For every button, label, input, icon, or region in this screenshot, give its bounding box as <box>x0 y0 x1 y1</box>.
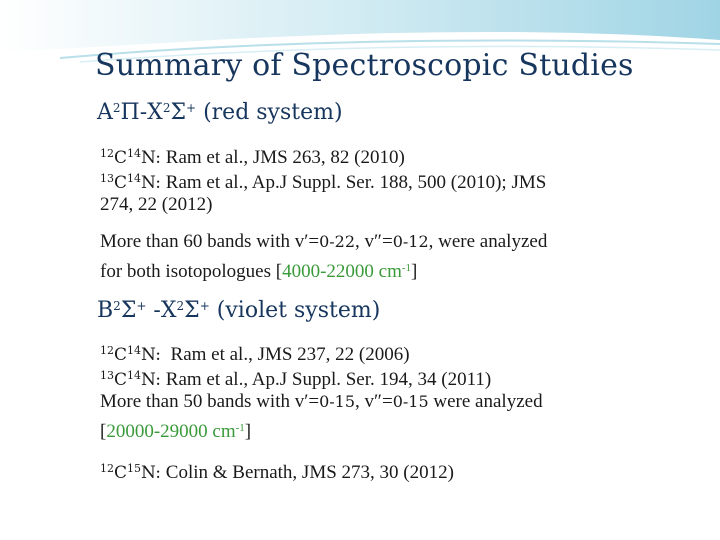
violet-bands-line2: [20000-29000 $cm^{-1}$] <box>100 421 252 442</box>
isotope-label: $^{12}C^{15}N$: <box>100 462 162 483</box>
red-ref-continuation: 274, 22 (2012) <box>100 194 213 215</box>
violet-bands-line1: More than 50 bands with v′=0-15, v″=0-15 were analyzed <box>100 391 543 412</box>
red-ref-13c14n: $^{13}C^{14}N$: Ram et al., Ap.J Suppl. Ser. 188, 500 (2010); JMS <box>100 172 547 193</box>
isotope-label: $^{12}C^{14}N$: <box>100 147 162 168</box>
slide-title: Summary of Spectroscopic Studies <box>95 48 634 83</box>
red-ref-12c14n: $^{12}C^{14}N$: Ram et al., JMS 263, 82 (2010) <box>100 147 405 168</box>
isotope-label: $^{13}C^{14}N$: <box>100 172 162 193</box>
c15n-ref: $^{12}C^{15}N$: Colin & Bernath, JMS 273, 30 (2012) <box>100 462 454 483</box>
isotope-label: $^{12}C^{14}N$: <box>100 344 162 365</box>
violet-system-heading: $B^2\Sigma^+$ $-X^2\Sigma^+$ (violet system) <box>97 298 381 323</box>
violet-ref-13c14n: $^{13}C^{14}N$: Ram et al., Ap.J Suppl. Ser. 194, 34 (2011) <box>100 369 492 390</box>
isotope-label: $^{13}C^{14}N$: <box>100 369 162 390</box>
red-bands-line2: for both isotopologues [4000-22000 $cm^{-1}$] <box>100 261 418 282</box>
red-bands-line1: More than 60 bands with v′=0-22, v″=0-12, were analyzed <box>100 231 548 252</box>
red-range: 4000-22000 $cm^{-1}$ <box>282 261 412 282</box>
violet-range: 20000-29000 $cm^{-1}$ <box>106 421 245 442</box>
violet-ref-12c14n: $^{12}C^{14}N$: Ram et al., JMS 237, 22 (2006) <box>100 344 410 365</box>
red-system-heading: $A^2\Pi-X^2\Sigma^+$ (red system) <box>97 100 343 125</box>
